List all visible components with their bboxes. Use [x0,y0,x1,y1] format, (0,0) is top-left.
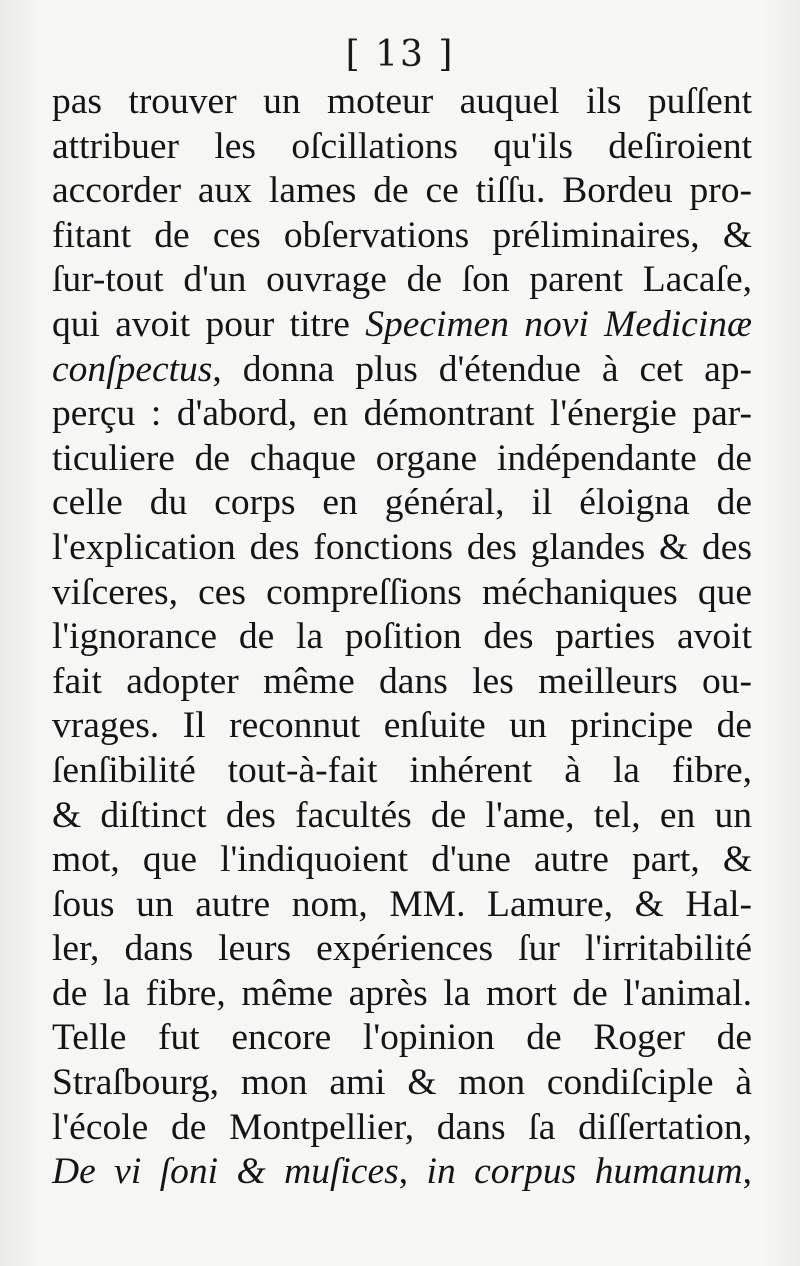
text-line [52,927,752,972]
italic-text: De vi ſoni & muſices [52,1151,399,1193]
text-segment: qui avoit pour titre [52,303,366,345]
text-line [52,392,752,437]
text-segment: , [398,1151,427,1193]
text-segment: fitant de ces obſervations préliminaires, & [52,214,752,256]
text-segment: l'explication des fonctions des glandes & des [52,526,752,568]
text-line [52,972,752,1017]
text-line [52,615,752,660]
text-segment: pas trouver un moteur auquel ils puſſent [52,81,752,122]
text-line [52,80,752,125]
text-line [52,704,752,749]
text-segment: de la fibre, même après la mort de l'animal. [52,972,752,1014]
italic-text: conſpectus [52,348,213,390]
text-segment: viſceres, ces compreſſions méchaniques que [52,571,752,613]
text-segment: & diſtinct des facultés de l'ame, tel, en un [52,794,752,836]
text-line [52,1016,752,1061]
text-line [52,571,752,616]
text-line [52,125,752,170]
text-line [52,348,752,393]
text-segment: , [742,1151,752,1193]
text-line [52,169,752,214]
text-line [52,660,752,705]
text-line [52,1150,752,1195]
text-line [52,838,752,883]
text-segment: Telle fut encore l'opinion de Roger de [52,1017,752,1059]
text-line [52,481,752,526]
text-segment: ticuliere de chaque organe indépendante de [52,437,752,479]
italic-text: Specimen novi Medicinæ [365,303,753,345]
text-line [52,749,752,794]
text-segment: perçu : d'abord, en démontrant l'énergie par- [52,393,752,435]
text-segment: ſur-tout d'un ouvrage de ſon parent Lacaſe, [52,259,752,301]
body-text [52,80,752,1195]
page-number: [ 13 ] [345,34,455,75]
text-line [52,303,752,348]
text-segment: fait adopter même dans les meilleurs ou- [52,660,752,702]
text-line [52,883,752,928]
text-line [52,214,752,259]
text-line [52,794,752,839]
text-segment: attribuer les oſcillations qu'ils deſiroient [52,125,752,167]
text-line [52,258,752,303]
text-segment: mot, que l'indiquoient d'une autre part, & [52,839,752,881]
text-segment: , donna plus d'étendue à cet ap- [212,348,752,390]
italic-text: in corpus humanum [426,1151,743,1193]
text-line [52,1061,752,1106]
text-line [52,526,752,571]
text-segment: l'ignorance de la poſition des parties avoit [52,616,752,658]
text-segment: l'école de Montpellier, dans ſa diſſertation, [52,1106,752,1148]
text-segment: ſous un autre nom, MM. Lamure, & Hal- [52,883,752,925]
text-segment: vrages. Il reconnut enſuite un principe de [52,705,752,747]
text-segment: celle du corps en général, il éloigna de [52,482,752,524]
text-segment: ſenſibilité tout-à-fait inhérent à la fibre, [52,749,752,791]
text-line [52,1106,752,1151]
text-line [52,437,752,482]
text-segment: Straſbourg, mon ami & mon condiſciple à [52,1062,752,1104]
text-segment: ler, dans leurs expériences ſur l'irritabilité [52,928,752,970]
text-segment: accorder aux lames de ce tiſſu. Bordeu pro- [52,170,752,212]
